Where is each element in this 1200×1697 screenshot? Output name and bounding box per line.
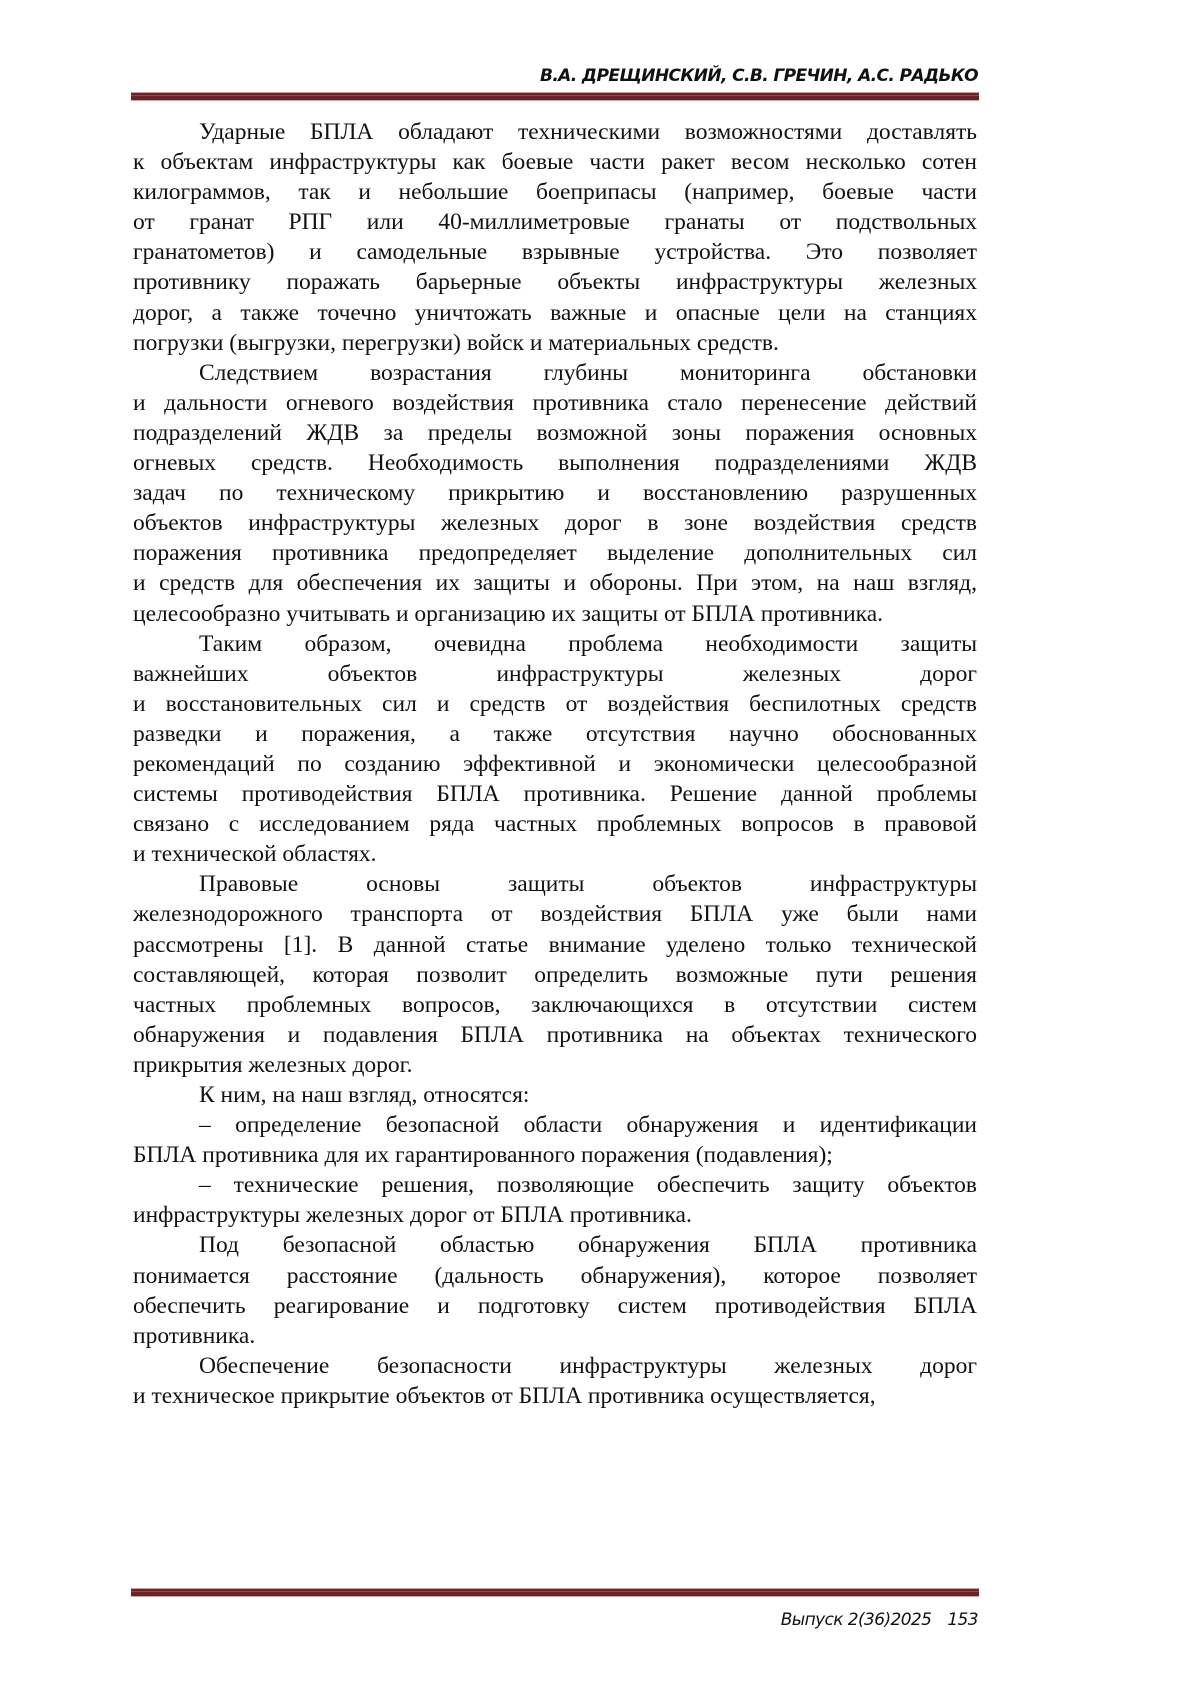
footer-divider <box>131 1588 979 1597</box>
text-line: дорог, а также точечно уничтожать важные и опасные цели на станциях <box>133 299 977 326</box>
text-line: рекомендаций по созданию эффективной и экономически целесообразной <box>133 750 977 777</box>
text-line: от гранат РПГ или 40-миллиметровые гранаты от подствольных <box>133 209 977 236</box>
text-line: к объектам инфраструктуры как боевые части ракет весом несколько сотен <box>133 149 977 176</box>
text-line: огневых средств. Необходимость выполнения подразделениями ЖДВ <box>133 450 977 477</box>
article-body <box>133 117 977 1411</box>
text-line: понимается расстояние (дальность обнаружения), которое позволяет <box>133 1262 977 1289</box>
text-line: гранатометов) и самодельные взрывные устройства. Это позволяет <box>133 239 977 266</box>
paragraph <box>133 1351 977 1411</box>
paragraph <box>133 1230 977 1350</box>
text-line: килограммов, так и небольшие боеприпасы (например, боевые части <box>133 179 977 206</box>
header-divider <box>131 92 979 101</box>
text-line: и дальности огневого воздействия противника стало перенесение действий <box>133 389 977 416</box>
text-line: – определение безопасной области обнаружения и идентификации <box>199 1112 977 1139</box>
text-line: противника. <box>133 1322 256 1349</box>
text-line: обнаружения и подавления БПЛА противника на объектах технического <box>133 1021 977 1048</box>
text-line: БПЛА противника для их гарантированного поражения (подавления); <box>133 1142 833 1169</box>
paragraph <box>133 869 977 1080</box>
paragraph <box>133 117 977 358</box>
text-line: и технической областях. <box>133 841 377 868</box>
text-line: и средств для обеспечения их защиты и обороны. При этом, на наш взгляд, <box>133 570 977 597</box>
text-line: рассмотрены [1]. В данной статье внимание уделено только технической <box>133 931 977 958</box>
issue-label: Выпуск 2(36)2025 <box>780 1610 932 1630</box>
text-line: объектов инфраструктуры железных дорог в зоне воздействия средств <box>133 510 977 537</box>
text-line: инфраструктуры железных дорог от БПЛА противника. <box>133 1202 692 1229</box>
text-line: Следствием возрастания глубины мониторинга обстановки <box>199 359 977 386</box>
paragraph <box>133 629 977 870</box>
text-line: системы противодействия БПЛА противника. Решение данной проблемы <box>133 781 977 808</box>
text-line: К ним, на наш взгляд, относятся: <box>199 1082 530 1108</box>
text-line: связано с исследованием ряда частных проблемных вопросов в правовой <box>133 811 977 838</box>
text-line: обеспечить реагирование и подготовку систем противодействия БПЛА <box>133 1292 977 1319</box>
text-line: частных проблемных вопросов, заключающихся в отсутствии систем <box>133 991 977 1018</box>
text-line: задач по техническому прикрытию и восстановлению разрушенных <box>133 480 977 507</box>
text-line: погрузки (выгрузки, перегрузки) войск и материальных средств. <box>133 329 779 356</box>
text-line: Под безопасной областью обнаружения БПЛА противника <box>199 1232 977 1259</box>
running-header-authors: В.А. ДРЕЩИНСКИЙ, С.В. ГРЕЧИН, А.С. РАДЬКО <box>539 66 978 86</box>
text-line: противнику поражать барьерные объекты инфраструктуры железных <box>133 269 977 296</box>
text-line: поражения противника предопределяет выделение дополнительных сил <box>133 540 977 567</box>
paragraph <box>133 358 977 629</box>
text-line: Ударные БПЛА обладают техническими возможностями доставлять <box>199 119 977 145</box>
paragraph <box>133 1080 977 1110</box>
text-line: подразделений ЖДВ за пределы возможной зоны поражения основных <box>133 419 977 446</box>
text-line: железнодорожного транспорта от воздействия БПЛА уже были нами <box>133 901 977 928</box>
text-line: разведки и поражения, а также отсутствия научно обоснованных <box>133 720 977 747</box>
text-line: прикрытия железных дорог. <box>133 1051 413 1078</box>
running-footer <box>765 1610 978 1630</box>
text-line: Таким образом, очевидна проблема необходимости защиты <box>199 630 977 657</box>
text-line: составляющей, которая позволит определить возможные пути решения <box>133 961 977 988</box>
paragraph <box>133 1170 977 1230</box>
page-number: 153 <box>947 1610 978 1630</box>
text-line: Правовые основы защиты объектов инфраструктуры <box>199 871 977 898</box>
paragraph <box>133 1110 977 1170</box>
text-line: – технические решения, позволяющие обеспечить защиту объектов <box>199 1172 977 1199</box>
text-line: целесообразно учитывать и организацию их защиты от БПЛА противника. <box>133 600 884 627</box>
text-line: и техническое прикрытие объектов от БПЛА противника осуществляется, <box>133 1382 876 1409</box>
text-line: Обеспечение безопасности инфраструктуры железных дорог <box>199 1352 977 1379</box>
text-line: и восстановительных сил и средств от воздействия беспилотных средств <box>133 690 977 717</box>
text-line: важнейших объектов инфраструктуры железных дорог <box>133 660 977 687</box>
